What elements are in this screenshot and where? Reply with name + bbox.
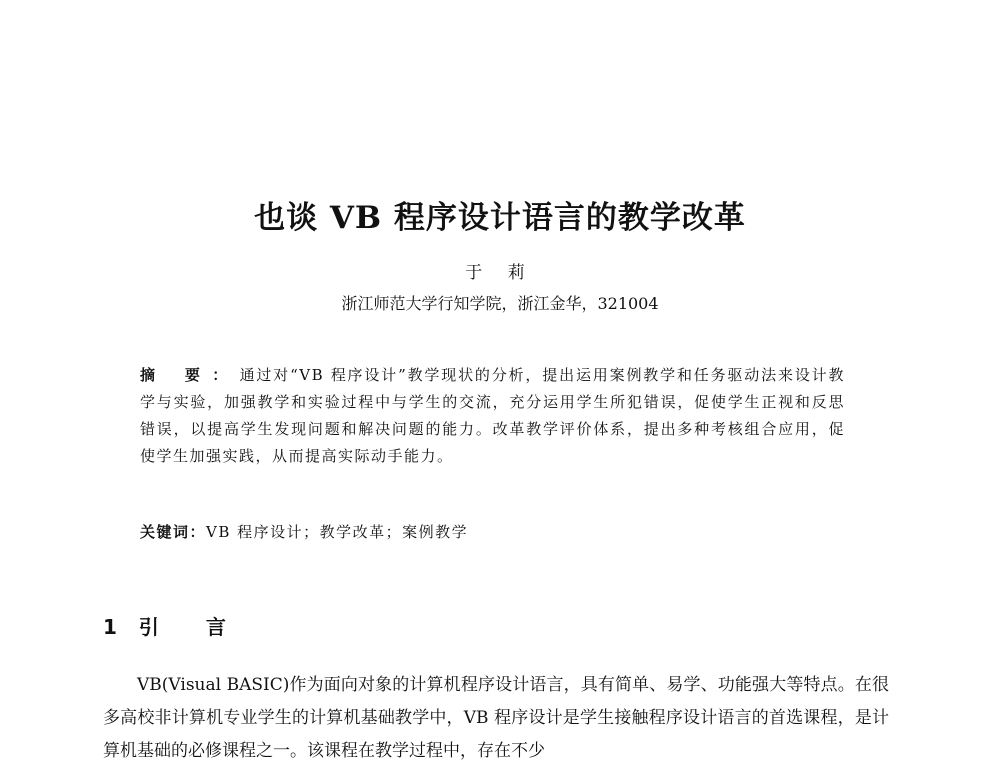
author-name: 于 莉 [465, 263, 535, 283]
section-heading [103, 611, 246, 640]
abstract [140, 362, 845, 470]
keywords [140, 519, 845, 546]
section-number: 1 [103, 615, 117, 639]
keywords-label: 关键词： [140, 523, 207, 541]
section-title: 引 言 [138, 615, 246, 639]
paper-title: 也谈 VB 程序设计语言的教学改革 [254, 200, 746, 236]
keywords-text: VB 程序设计；教学改革；案例教学 [206, 523, 469, 541]
abstract-text: 通过对“VB 程序设计”教学现状的分析，提出运用案例教学和任务驱动法来设计教学与实验，加强教学和实验过程中与学生的交流，充分运用学生所犯错误，促使学生正视和反思错误，以提高学生发现问题和解决问题的能力。改革教学评价体系，提出多种考核组合应用，促使学生加强实践，从而提高实际动手能力。 [140, 366, 845, 465]
body-paragraph: VB(Visual BASIC)作为面向对象的计算机程序设计语言，具有简单、易学、功能强大等特点。在很多高校非计算机专业学生的计算机基础教学中，VB 程序设计是学生接触程序设计语言的首选课程，是计算机基础的必修课程之一。该课程在教学过程中，存在不少 [103, 675, 889, 761]
abstract-label: 摘 要： [140, 366, 240, 384]
author-affiliation: 浙江师范大学行知学院，浙江金华，321004 [341, 294, 659, 313]
